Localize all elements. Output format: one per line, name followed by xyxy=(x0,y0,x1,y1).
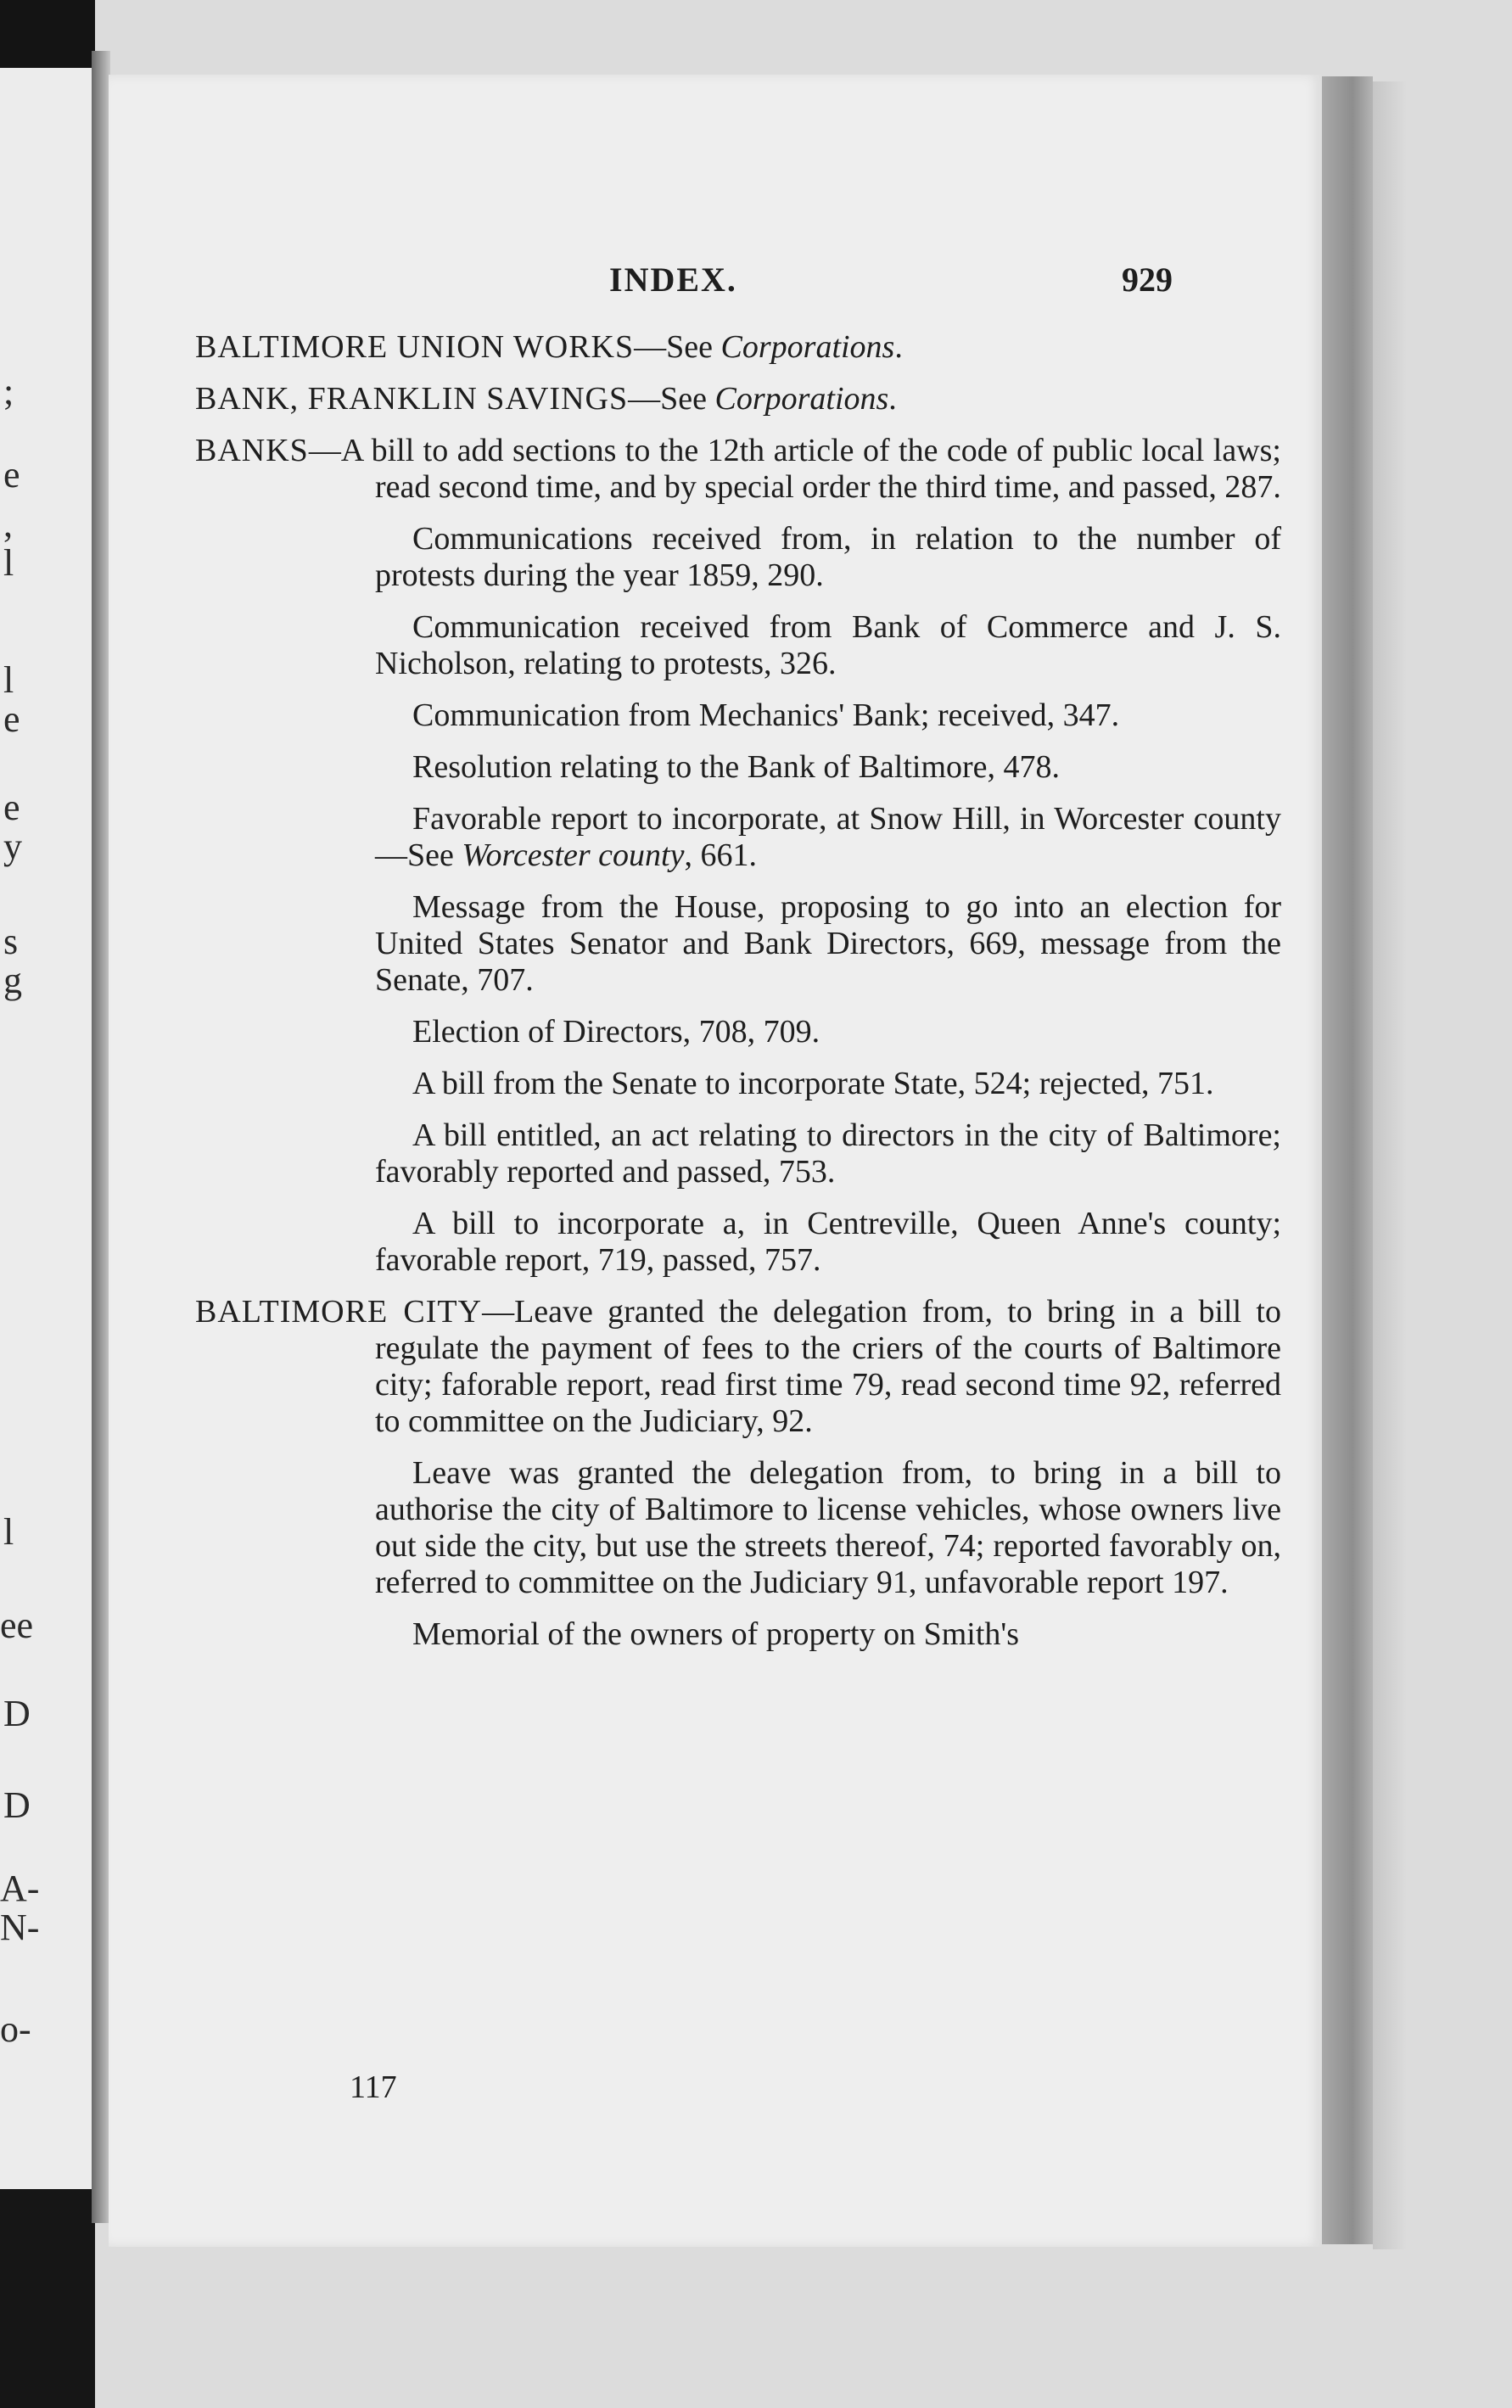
index-entry xyxy=(195,329,1281,366)
index-subentry xyxy=(195,801,1281,874)
entry-heading: BANK, FRANKLIN SAVINGS xyxy=(195,381,629,417)
entry-tail: , 661. xyxy=(684,837,757,873)
left-page-fragment: l xyxy=(3,659,14,701)
left-page-fragment: ; xyxy=(3,371,14,412)
page-number: 929 xyxy=(1122,260,1173,299)
entry-cross-reference: Worcester county xyxy=(462,837,685,873)
entry-text: Favorable report to incorporate, at Snow Hill, in Worcester county—See xyxy=(375,801,1281,873)
left-page-fragment: e xyxy=(3,698,20,740)
left-page-fragment: y xyxy=(3,826,22,867)
entry-text: Memorial of the owners of property on Smith's xyxy=(412,1616,1020,1652)
index-subentry xyxy=(195,889,1281,999)
left-page-fragment: N- xyxy=(0,1907,40,1948)
entry-text: Message from the House, proposing to go into an election for United States Senator and Bank Directors, 669, message from the Senate, 707. xyxy=(375,889,1281,998)
entry-text: —See xyxy=(634,329,721,365)
entry-text: —See xyxy=(628,381,715,417)
entry-text: Leave was granted the delegation from, to bring in a bill to authorise the city of Baltimore to license vehicles, whose owners live out side the city, but use the streets thereof, 74; reported favorably on, referred to committee on the Judiciary 91, unfavorable report 197. xyxy=(375,1455,1281,1600)
index-subentry xyxy=(195,609,1281,682)
index-subentry xyxy=(195,1014,1281,1050)
binding-bottom-edge xyxy=(0,2162,95,2408)
left-page-fragment: e xyxy=(3,787,20,828)
entry-heading: BANKS xyxy=(195,433,309,468)
index-subentry xyxy=(195,697,1281,734)
entry-text: Communication received from Bank of Commerce and J. S. Nicholson, relating to protests, 326. xyxy=(375,609,1281,681)
entry-tail: . xyxy=(888,381,897,417)
entry-text: —Leave granted the delegation from, to bring in a bill to regulate the payment of fees to the criers of the courts of Baltimore city; faforable report, read first time 79, read second time 92, referred to committee on the Judiciary, 92. xyxy=(375,1294,1281,1439)
left-page-fragment: D xyxy=(3,1693,31,1734)
index-subentry xyxy=(195,1066,1281,1102)
signature-mark: 117 xyxy=(350,2069,397,2105)
entry-text: A bill from the Senate to incorporate State, 524; rejected, 751. xyxy=(412,1066,1214,1101)
entry-text: —A bill to add sections to the 12th article of the code of public local laws; read second time, and by special order the third time, and passed, 287. xyxy=(308,433,1281,505)
entry-text: Communications received from, in relation to the number of protests during the year 1859, 290. xyxy=(375,521,1281,593)
page-header xyxy=(109,260,1322,311)
left-page-fragment: s xyxy=(3,921,19,962)
page-edge-stack xyxy=(1322,76,1373,2244)
left-page-fragment: A- xyxy=(0,1868,40,1909)
facing-left-page xyxy=(0,68,95,2189)
entry-heading: BALTIMORE CITY xyxy=(195,1294,483,1330)
entry-heading: BALTIMORE UNION WORKS xyxy=(195,329,635,365)
index-subentry xyxy=(195,1206,1281,1279)
entry-text: A bill to incorporate a, in Centreville, Queen Anne's county; favorable report, 719, passed, 757. xyxy=(375,1206,1281,1278)
index-page xyxy=(109,75,1322,2247)
left-page-fragment: l xyxy=(3,1511,14,1553)
left-page-fragment: D xyxy=(3,1784,31,1826)
left-page-fragment: ee xyxy=(0,1604,34,1646)
page-edge-shadow xyxy=(1373,81,1407,2249)
left-page-fragment: o- xyxy=(0,2008,31,2050)
entry-cross-reference: Corporations xyxy=(720,329,895,365)
entry-text: Resolution relating to the Bank of Baltimore, 478. xyxy=(412,749,1061,785)
left-page-fragment: l xyxy=(3,542,14,584)
page-gutter xyxy=(92,51,110,2223)
index-entry xyxy=(195,433,1281,506)
index-subentry xyxy=(195,1455,1281,1601)
index-subentry xyxy=(195,1117,1281,1190)
page-title: INDEX. xyxy=(609,260,737,299)
left-page-fragment: , xyxy=(3,503,13,545)
index-entries xyxy=(195,329,1281,1668)
index-subentry xyxy=(195,749,1281,786)
index-subentry xyxy=(195,1616,1281,1653)
entry-text: A bill entitled, an act relating to directors in the city of Baltimore; favorably reported and passed, 753. xyxy=(375,1117,1281,1190)
index-subentry xyxy=(195,521,1281,594)
left-page-fragment: g xyxy=(3,960,22,1001)
entry-text: Communication from Mechanics' Bank; received, 347. xyxy=(412,697,1120,733)
entry-tail: . xyxy=(894,329,903,365)
index-entry xyxy=(195,381,1281,417)
left-page-fragment: e xyxy=(3,454,20,496)
entry-cross-reference: Corporations xyxy=(714,381,889,417)
entry-text: Election of Directors, 708, 709. xyxy=(412,1014,820,1050)
index-entry xyxy=(195,1294,1281,1440)
